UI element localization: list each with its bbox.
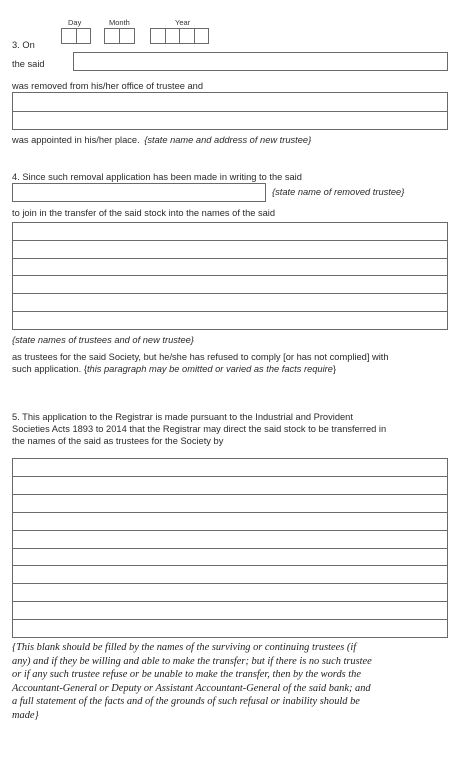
refusal-line-2-end: } [332, 364, 337, 374]
trustees-names-note: {state names of trustees and of new trustee} [12, 335, 194, 345]
month-label: Month [109, 18, 130, 27]
said-name-field[interactable] [73, 52, 448, 71]
section5-line-1: 5. This application to the Registrar is made pursuant to the Industrial and Provident [12, 412, 353, 422]
transfer-line-7[interactable] [13, 566, 447, 584]
year-field[interactable] [150, 28, 209, 44]
footnote [12, 641, 452, 723]
footnote-line-4: Accountant-General or Deputy or Assistant Accountant-General of the said bank; and [12, 682, 371, 694]
removed-trustee-note: {state name of removed trustee} [272, 187, 405, 197]
footnote-line-2: any) and if they be willing and able to make the transfer; but if there is no such trustee [12, 655, 372, 667]
new-trustee-line-1[interactable] [13, 93, 447, 112]
month-field[interactable] [104, 28, 135, 44]
refusal-line-2-italic: this paragraph may be omitted or varied as the facts require [86, 364, 333, 374]
join-text: to join in the transfer of the said stock into the names of the said [12, 208, 276, 218]
new-trustee-line-2[interactable] [13, 112, 447, 130]
trustees-line-5[interactable] [13, 294, 447, 312]
refusal-line-2-start: such application. { [12, 364, 87, 374]
transfer-names-field[interactable] [12, 458, 448, 638]
transfer-line-1[interactable] [13, 459, 447, 477]
refusal-line-1: as trustees for the said Society, but he/she has refused to comply [or has not complied] with [12, 352, 389, 362]
transfer-line-8[interactable] [13, 584, 447, 602]
transfer-line-4[interactable] [13, 513, 447, 531]
trustees-line-6[interactable] [13, 312, 447, 329]
trustees-line-4[interactable] [13, 276, 447, 294]
footnote-line-6: made} [12, 709, 39, 721]
transfer-line-3[interactable] [13, 495, 447, 513]
transfer-line-10[interactable] [13, 620, 447, 637]
day-field[interactable] [61, 28, 91, 44]
day-label: Day [68, 18, 82, 27]
trustees-line-1[interactable] [13, 223, 447, 241]
the-said-label: the said [12, 59, 45, 69]
section5-line-2: Societies Acts 1893 to 2014 that the Registrar may direct the said stock to be transferred in [12, 424, 387, 434]
appointed-note: {state name and address of new trustee} [144, 135, 312, 145]
removed-trustee-field[interactable] [12, 183, 266, 202]
footnote-line-5: a full statement of the facts and of the grounds of such refusal or inability should be [12, 696, 360, 708]
section4-line1: 4. Since such removal application has been made in writing to the said [12, 172, 302, 182]
appointed-text [12, 134, 311, 146]
trustees-line-2[interactable] [13, 241, 447, 259]
trustees-line-3[interactable] [13, 259, 447, 277]
new-trustee-field[interactable] [12, 92, 448, 130]
transfer-line-6[interactable] [13, 549, 447, 567]
transfer-line-2[interactable] [13, 477, 447, 495]
removed-text: was removed from his/her office of trustee and [12, 81, 204, 91]
section3-number-label: 3. On [12, 40, 35, 50]
transfer-line-5[interactable] [13, 531, 447, 549]
year-label: Year [175, 18, 191, 27]
footnote-line-3: or if any such trustee refuse or be unable to make the transfer, then by the words the [12, 669, 361, 681]
section5-line-3: the names of the said as trustees for the Society by [12, 436, 224, 446]
refusal-line-2 [12, 363, 336, 375]
footnote-line-1: {This blank should be filled by the names of the surviving or continuing trustees (if [12, 642, 357, 653]
transfer-line-9[interactable] [13, 602, 447, 620]
trustees-names-field[interactable] [12, 222, 448, 330]
appointed-label: was appointed in his/her place. [12, 135, 140, 145]
